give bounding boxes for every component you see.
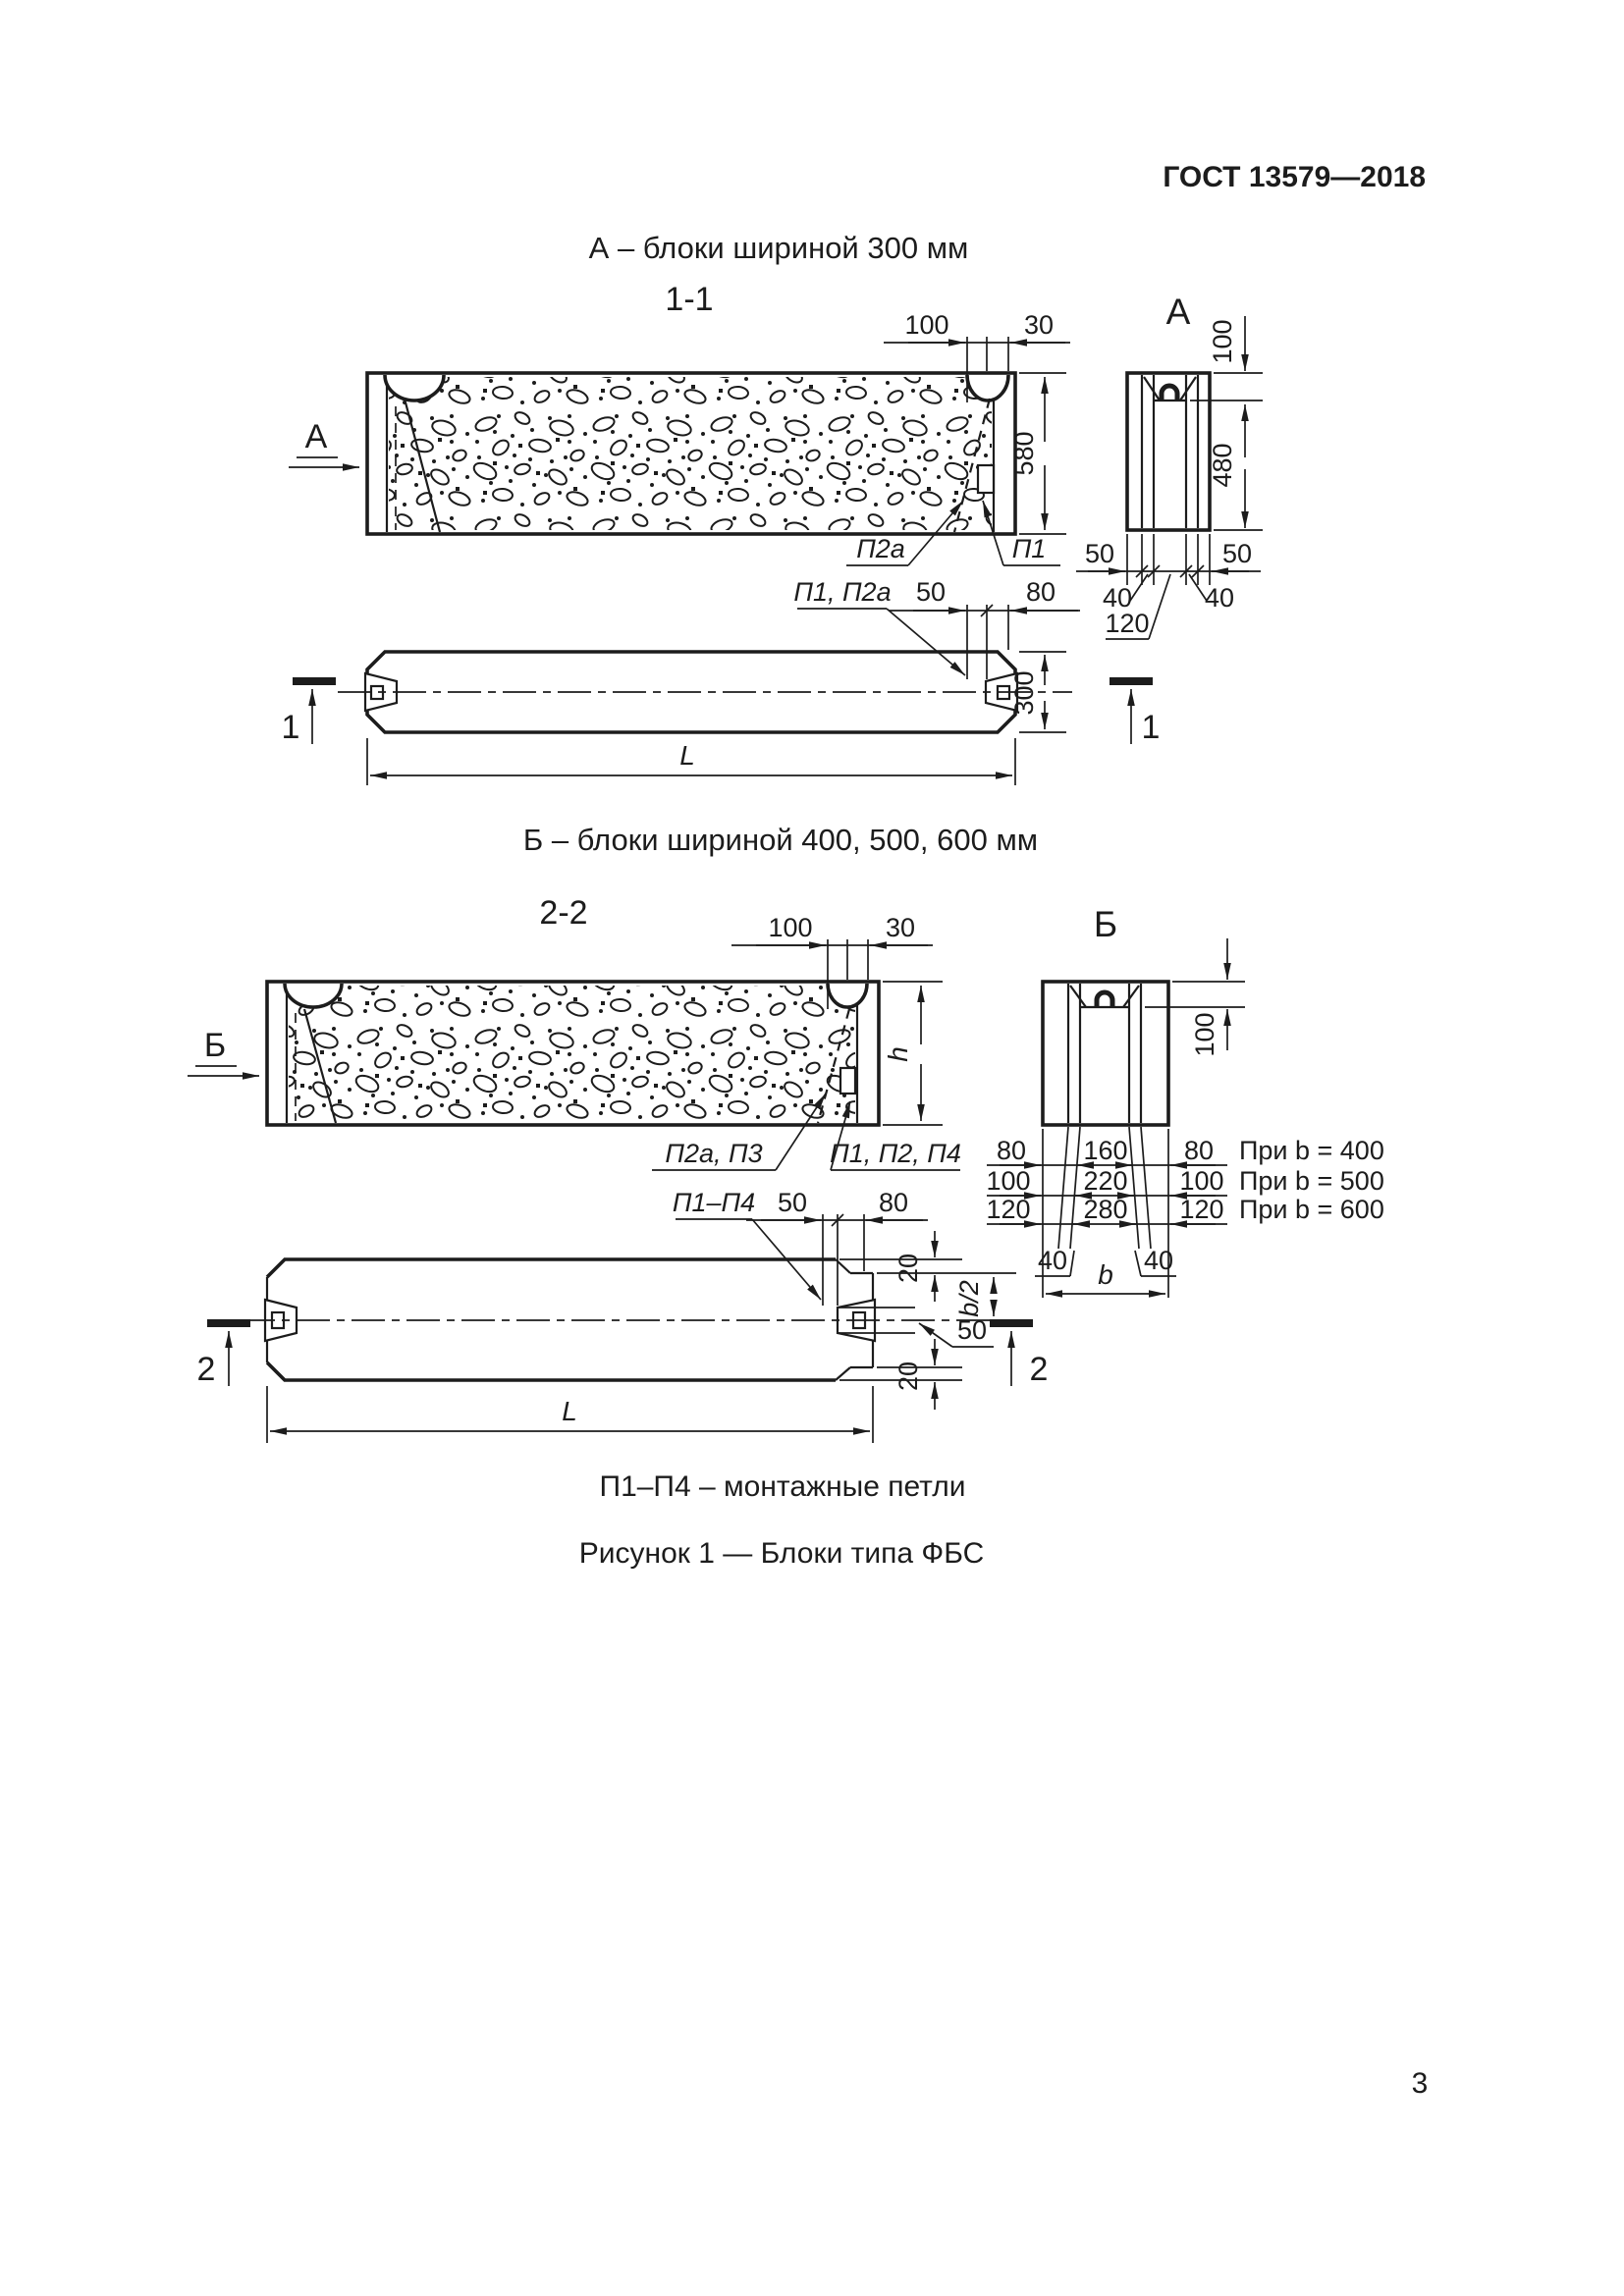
page-number: 3 <box>1411 2067 1429 2100</box>
view-direction-label: Б <box>203 1027 227 1064</box>
dim-a-side-50-left: 50 <box>1084 539 1115 568</box>
figure-a-section-view <box>289 310 1070 565</box>
figure-a-side-view <box>1076 292 1263 639</box>
row2-right: 100 <box>1179 1166 1224 1196</box>
width-table-row-600 <box>986 1195 1383 1224</box>
figure-b-section-view <box>188 913 961 1170</box>
dim-b-side-40-left: 40 <box>1037 1246 1068 1275</box>
figure-a <box>282 231 1263 785</box>
dim-a-side-120: 120 <box>1105 609 1150 638</box>
dim-a-length: L <box>679 740 695 771</box>
side-view-b-title: Б <box>1093 904 1118 944</box>
label-p1: П1 <box>1011 534 1047 563</box>
side-view-a-title: А <box>1165 292 1191 332</box>
row3-left: 120 <box>986 1195 1031 1224</box>
figure-b-side-view <box>986 904 1383 1298</box>
dim-b-height-h: h <box>883 1046 913 1062</box>
standard-number: ГОСТ 13579—2018 <box>1163 161 1426 193</box>
loops-note: П1–П4 – монтажные петли <box>599 1470 966 1503</box>
dim-a-side-50-right: 50 <box>1221 539 1253 568</box>
row2-left: 100 <box>986 1166 1031 1196</box>
figure-b-section-label: 2-2 <box>539 894 588 932</box>
dim-a-plan-50: 50 <box>915 577 947 607</box>
dim-a-top-100: 100 <box>904 310 949 340</box>
label-p1-p4: П1–П4 <box>672 1188 756 1217</box>
figure-a-section-label: 1-1 <box>665 281 714 318</box>
view-direction-label: А <box>304 418 328 455</box>
dim-b-end-20-top: 20 <box>893 1253 923 1284</box>
dim-b-end-20-bottom: 20 <box>893 1361 923 1392</box>
dim-b-top-100: 100 <box>768 913 813 942</box>
cut-label-left: 1 <box>281 709 300 746</box>
row3-note: При b = 600 <box>1239 1195 1384 1224</box>
dim-a-top-30: 30 <box>1023 310 1055 340</box>
dim-a-plan-80: 80 <box>1025 577 1056 607</box>
row3-middle: 280 <box>1083 1195 1128 1224</box>
row1-middle: 160 <box>1083 1136 1128 1165</box>
row1-right: 80 <box>1183 1136 1215 1165</box>
cut-label-left: 2 <box>196 1351 216 1388</box>
figure-b <box>188 823 1384 1443</box>
label-p1-p2-p4: П1, П2, П4 <box>830 1139 961 1168</box>
figure-a-plan-view <box>282 577 1161 785</box>
dim-b-side-40-right: 40 <box>1143 1246 1174 1275</box>
row1-note: При b = 400 <box>1239 1136 1384 1165</box>
figure-b-plan-view <box>197 1188 1049 1443</box>
figure-a-title: А – блоки шириной 300 мм <box>588 231 969 265</box>
figure-b-title: Б – блоки шириной 400, 500, 600 мм <box>522 823 1039 857</box>
dim-b-side-100: 100 <box>1190 1012 1219 1057</box>
dim-a-side-100: 100 <box>1208 319 1237 364</box>
row3-right: 120 <box>1179 1195 1224 1224</box>
width-table-row-400 <box>987 1136 1384 1165</box>
dim-b-top-30: 30 <box>885 913 916 942</box>
cut-label-right: 1 <box>1141 709 1161 746</box>
cut-label-right: 2 <box>1029 1351 1049 1388</box>
dim-b-plan-80: 80 <box>878 1188 909 1217</box>
dim-a-side-480: 480 <box>1208 443 1237 488</box>
dim-a-side-40-left: 40 <box>1102 583 1133 613</box>
dim-a-580: 580 <box>1009 431 1039 476</box>
label-p2a-p3: П2а, П3 <box>665 1139 763 1168</box>
dim-a-side-40-right: 40 <box>1204 583 1235 613</box>
label-p2a: П2а <box>856 534 905 563</box>
dim-b-plan-50: 50 <box>777 1188 808 1217</box>
figure-caption: Рисунок 1 — Блоки типа ФБС <box>578 1537 985 1570</box>
dim-b-length: L <box>562 1396 577 1426</box>
dim-b-width-b: b <box>1098 1259 1113 1290</box>
width-table-row-500 <box>986 1166 1383 1196</box>
label-p1-p2a: П1, П2а <box>793 577 892 607</box>
dim-a-300: 300 <box>1009 670 1039 716</box>
row1-left: 80 <box>996 1136 1027 1165</box>
row2-middle: 220 <box>1083 1166 1128 1196</box>
dim-b-end-b2: b/2 <box>954 1280 984 1317</box>
dim-b-end-50: 50 <box>956 1315 988 1345</box>
row2-note: При b = 500 <box>1239 1166 1384 1196</box>
